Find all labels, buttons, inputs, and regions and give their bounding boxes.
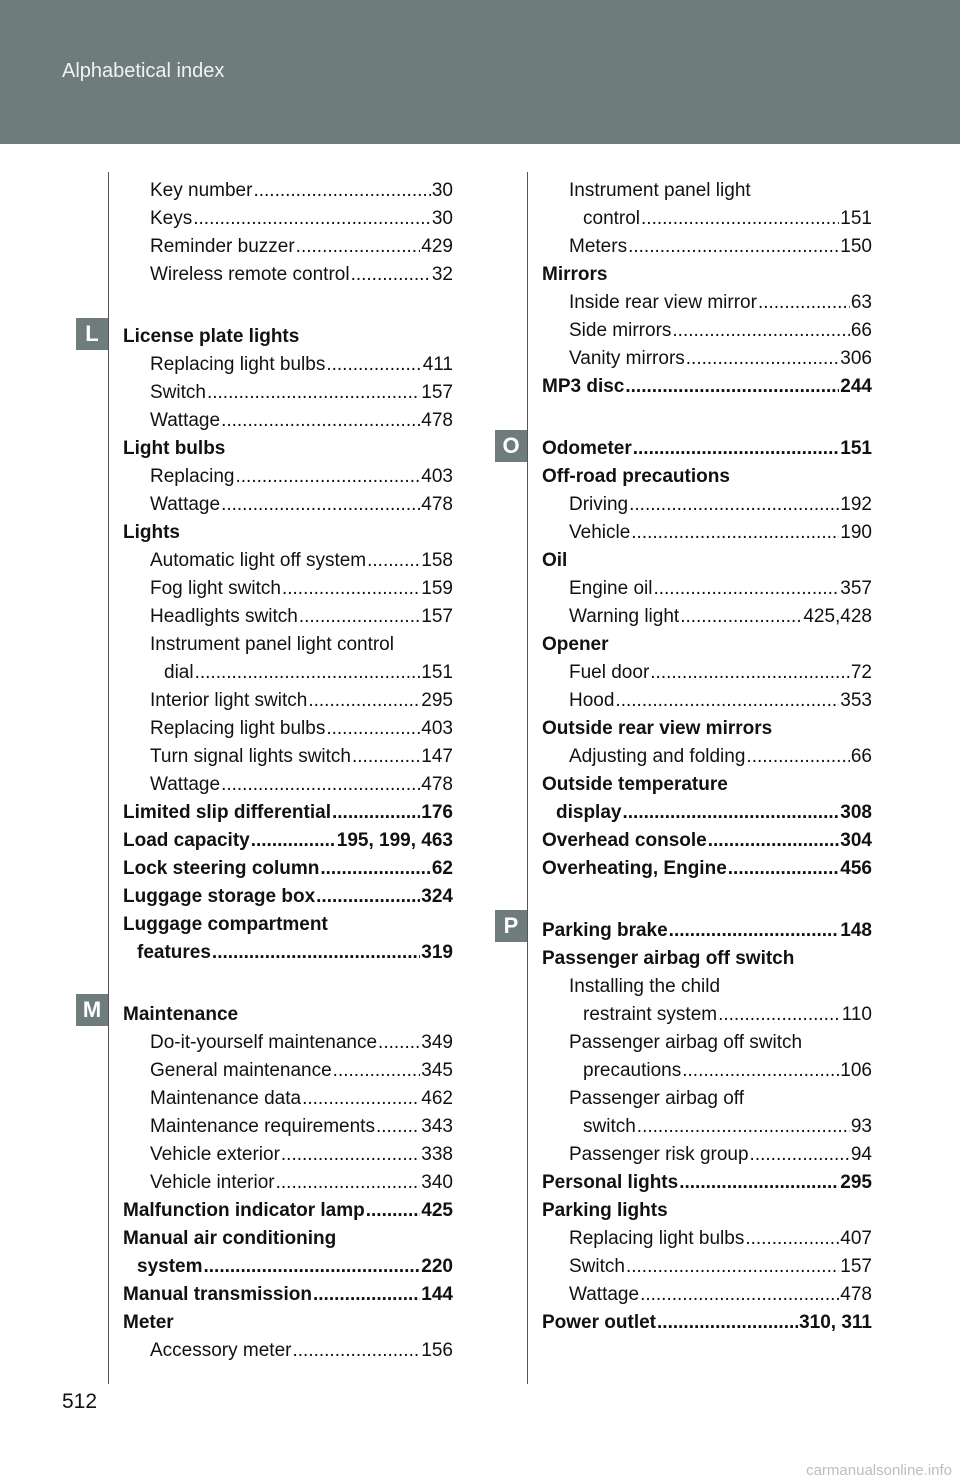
dot-leader bbox=[718, 1001, 841, 1029]
dot-leader bbox=[302, 1085, 420, 1113]
dot-leader bbox=[332, 799, 420, 827]
index-entry bbox=[542, 603, 872, 631]
index-entry-page: 62 bbox=[431, 855, 453, 883]
index-entry-page: 158 bbox=[420, 547, 453, 575]
index-entry-page: 478 bbox=[839, 1281, 872, 1309]
index-entry-label: Oil bbox=[542, 547, 568, 575]
dot-leader bbox=[195, 659, 421, 687]
index-entry-label: MP3 disc bbox=[542, 373, 625, 401]
index-entry-page: 478 bbox=[420, 407, 453, 435]
index-entry-page: 151 bbox=[839, 205, 872, 233]
dot-leader bbox=[650, 659, 850, 687]
index-entry-page: 462 bbox=[420, 1085, 453, 1113]
index-entry bbox=[542, 463, 872, 491]
index-entry bbox=[123, 1225, 453, 1253]
dot-leader bbox=[708, 827, 840, 855]
watermark: carmanualsonline.info bbox=[806, 1462, 952, 1479]
index-entry bbox=[123, 1253, 453, 1281]
index-entry-page: 156 bbox=[420, 1337, 453, 1365]
dot-leader bbox=[640, 1281, 839, 1309]
index-entry-page: 308 bbox=[839, 799, 872, 827]
index-entry-page: 306 bbox=[839, 345, 872, 373]
index-entry-label: Engine oil bbox=[569, 575, 653, 603]
index-entry-label: precautions bbox=[583, 1057, 682, 1085]
index-entry-label: Wattage bbox=[150, 491, 221, 519]
dot-leader bbox=[212, 939, 420, 967]
index-entry-page: 478 bbox=[420, 771, 453, 799]
index-entry bbox=[123, 323, 453, 351]
section-gap bbox=[123, 289, 453, 323]
index-entry-label: Overheating, Engine bbox=[542, 855, 728, 883]
index-entry-page: 144 bbox=[420, 1281, 453, 1309]
index-entry bbox=[542, 945, 872, 973]
index-entry bbox=[123, 911, 453, 939]
dot-leader bbox=[207, 379, 420, 407]
index-entry bbox=[542, 631, 872, 659]
index-entry-page: 32 bbox=[431, 261, 453, 289]
index-entry bbox=[542, 1113, 872, 1141]
dot-leader bbox=[669, 917, 840, 945]
index-entry bbox=[542, 1253, 872, 1281]
index-entry-label: Lock steering column bbox=[123, 855, 320, 883]
index-entry bbox=[542, 1197, 872, 1225]
index-entry-page: 340 bbox=[420, 1169, 453, 1197]
index-entry-page: 66 bbox=[850, 743, 872, 771]
index-entry-label: Vehicle bbox=[569, 519, 631, 547]
index-entry-label: Driving bbox=[569, 491, 629, 519]
index-entry bbox=[123, 631, 453, 659]
page-number: 512 bbox=[62, 1390, 98, 1413]
index-entry bbox=[542, 799, 872, 827]
dot-leader bbox=[622, 799, 839, 827]
index-entry-page: 295 bbox=[420, 687, 453, 715]
index-entry bbox=[123, 799, 453, 827]
index-entry bbox=[123, 855, 453, 883]
index-entry-label: General maintenance bbox=[150, 1057, 333, 1085]
dot-leader bbox=[326, 351, 421, 379]
index-entry bbox=[542, 743, 872, 771]
dot-leader bbox=[626, 1253, 839, 1281]
index-entry bbox=[542, 1309, 872, 1337]
index-entry bbox=[542, 715, 872, 743]
dot-leader bbox=[682, 1057, 839, 1085]
index-entry-page: 353 bbox=[839, 687, 872, 715]
index-entry-label: Fog light switch bbox=[150, 575, 282, 603]
index-entry-label: Replacing bbox=[150, 463, 236, 491]
index-entry-label: Vehicle interior bbox=[150, 1169, 276, 1197]
index-entry-page: 407 bbox=[839, 1225, 872, 1253]
index-entry bbox=[123, 463, 453, 491]
index-entry bbox=[123, 715, 453, 743]
index-entry bbox=[123, 261, 453, 289]
index-entry bbox=[123, 939, 453, 967]
index-entry-label: License plate lights bbox=[123, 323, 300, 351]
index-entry-label: Passenger airbag off bbox=[569, 1085, 745, 1113]
index-entry bbox=[123, 547, 453, 575]
dot-leader bbox=[746, 743, 849, 771]
dot-leader bbox=[221, 491, 420, 519]
index-entry bbox=[123, 1337, 453, 1365]
index-entry-page: 425 bbox=[420, 1197, 453, 1225]
index-entry bbox=[542, 1169, 872, 1197]
index-entry-label: Replacing light bulbs bbox=[569, 1225, 745, 1253]
dot-leader bbox=[351, 261, 431, 289]
index-entry-page: 295 bbox=[839, 1169, 872, 1197]
index-entry bbox=[123, 519, 453, 547]
index-entry-label: Instrument panel light control bbox=[150, 631, 395, 659]
index-entry-page: 30 bbox=[431, 205, 453, 233]
dot-leader bbox=[653, 575, 839, 603]
index-entry-label: Luggage storage box bbox=[123, 883, 316, 911]
index-entry-label: Keys bbox=[150, 205, 193, 233]
index-entry-page: 319 bbox=[420, 939, 453, 967]
index-entry-page: 93 bbox=[850, 1113, 872, 1141]
index-entry-page: 220 bbox=[420, 1253, 453, 1281]
dot-leader bbox=[221, 771, 420, 799]
dot-leader bbox=[680, 603, 802, 631]
index-entry-label: Wattage bbox=[150, 771, 221, 799]
index-entry-label: Outside rear view mirrors bbox=[542, 715, 773, 743]
index-entry-page: 147 bbox=[420, 743, 453, 771]
index-entry-label: display bbox=[556, 799, 622, 827]
index-entry bbox=[542, 205, 872, 233]
index-entry-label: Wireless remote control bbox=[150, 261, 351, 289]
index-entry bbox=[542, 687, 872, 715]
index-entry-label: Light bulbs bbox=[123, 435, 226, 463]
dot-leader bbox=[296, 233, 421, 261]
index-entry-label: Inside rear view mirror bbox=[569, 289, 758, 317]
index-entry-label: Overhead console bbox=[542, 827, 708, 855]
dot-leader bbox=[326, 715, 420, 743]
section-gap bbox=[542, 401, 872, 435]
index-entry-page: 72 bbox=[850, 659, 872, 687]
dot-leader bbox=[281, 1141, 420, 1169]
index-column-right bbox=[542, 177, 872, 1337]
index-entry-label: Off-road precautions bbox=[542, 463, 731, 491]
index-entry-label: Switch bbox=[150, 379, 207, 407]
index-column-left bbox=[123, 177, 453, 1365]
index-entry bbox=[123, 407, 453, 435]
dot-leader bbox=[204, 1253, 421, 1281]
index-entry-label: Passenger risk group bbox=[569, 1141, 750, 1169]
index-entry-label: Interior light switch bbox=[150, 687, 308, 715]
index-entry bbox=[542, 373, 872, 401]
index-entry-label: Hood bbox=[569, 687, 615, 715]
index-entry bbox=[542, 435, 872, 463]
dot-leader bbox=[376, 1113, 420, 1141]
index-entry-page: 94 bbox=[850, 1141, 872, 1169]
index-entry bbox=[123, 1169, 453, 1197]
dot-leader bbox=[316, 883, 420, 911]
dot-leader bbox=[236, 463, 421, 491]
index-entry bbox=[123, 743, 453, 771]
index-entry-label: Parking lights bbox=[542, 1197, 669, 1225]
index-entry bbox=[123, 205, 453, 233]
index-entry bbox=[542, 317, 872, 345]
section-gap bbox=[123, 967, 453, 1001]
index-entry bbox=[123, 233, 453, 261]
index-entry-page: 66 bbox=[850, 317, 872, 345]
dot-leader bbox=[657, 1309, 798, 1337]
dot-leader bbox=[333, 1057, 421, 1085]
index-entry bbox=[542, 771, 872, 799]
index-entry-label: switch bbox=[583, 1113, 637, 1141]
index-entry-label: control bbox=[583, 205, 641, 233]
index-entry-page: 148 bbox=[839, 917, 872, 945]
index-entry-label: Limited slip differential bbox=[123, 799, 332, 827]
dot-leader bbox=[672, 317, 849, 345]
dot-leader bbox=[313, 1281, 420, 1309]
index-entry-label: Load capacity bbox=[123, 827, 251, 855]
index-entry bbox=[542, 261, 872, 289]
index-entry bbox=[542, 177, 872, 205]
index-entry-label: Outside temperature bbox=[542, 771, 729, 799]
index-entry-page: 106 bbox=[839, 1057, 872, 1085]
index-entry bbox=[123, 1309, 453, 1337]
index-entry bbox=[542, 1281, 872, 1309]
index-entry bbox=[123, 603, 453, 631]
index-entry bbox=[542, 855, 872, 883]
index-entry bbox=[123, 1113, 453, 1141]
index-entry-label: Power outlet bbox=[542, 1309, 657, 1337]
index-entry-label: Opener bbox=[542, 631, 610, 659]
index-entry-page: 192 bbox=[839, 491, 872, 519]
index-entry bbox=[542, 1057, 872, 1085]
index-entry-label: Wattage bbox=[150, 407, 221, 435]
index-entry-label: Meter bbox=[123, 1309, 175, 1337]
dot-leader bbox=[745, 1225, 839, 1253]
dot-leader bbox=[299, 603, 420, 631]
index-entry-page: 110 bbox=[841, 1001, 872, 1029]
index-entry bbox=[123, 1057, 453, 1085]
index-entry-label: Replacing light bulbs bbox=[150, 715, 326, 743]
index-entry-page: 403 bbox=[420, 463, 453, 491]
index-entry bbox=[542, 1141, 872, 1169]
dot-leader bbox=[758, 289, 850, 317]
dot-leader bbox=[615, 687, 839, 715]
index-entry-page: 151 bbox=[420, 659, 453, 687]
index-entry bbox=[123, 435, 453, 463]
index-entry bbox=[542, 917, 872, 945]
index-entry bbox=[123, 1281, 453, 1309]
page-header bbox=[0, 0, 960, 144]
index-entry bbox=[123, 687, 453, 715]
index-entry-label: Headlights switch bbox=[150, 603, 299, 631]
index-entry-page: 195, 199, 463 bbox=[336, 827, 453, 855]
index-entry bbox=[542, 491, 872, 519]
header-title: Alphabetical index bbox=[62, 60, 225, 82]
index-entry-label: Key number bbox=[150, 177, 253, 205]
index-entry-label: Switch bbox=[569, 1253, 626, 1281]
index-entry-page: 157 bbox=[839, 1253, 872, 1281]
index-entry bbox=[542, 345, 872, 373]
dot-leader bbox=[352, 743, 420, 771]
dot-leader bbox=[679, 1169, 839, 1197]
index-entry bbox=[542, 1029, 872, 1057]
index-entry-label: features bbox=[137, 939, 212, 967]
index-entry-page: 190 bbox=[839, 519, 872, 547]
index-entry-label: Do-it-yourself maintenance bbox=[150, 1029, 378, 1057]
dot-leader bbox=[276, 1169, 421, 1197]
index-entry-page: 157 bbox=[420, 603, 453, 631]
dot-leader bbox=[625, 373, 839, 401]
index-entry-label: Odometer bbox=[542, 435, 633, 463]
index-entry-page: 159 bbox=[420, 575, 453, 603]
index-entry-page: 324 bbox=[420, 883, 453, 911]
index-entry bbox=[123, 827, 453, 855]
dot-leader bbox=[628, 233, 839, 261]
index-entry bbox=[123, 379, 453, 407]
index-entry-label: Lights bbox=[123, 519, 181, 547]
index-entry-page: 345 bbox=[420, 1057, 453, 1085]
index-entry bbox=[123, 771, 453, 799]
index-entry bbox=[123, 351, 453, 379]
dot-leader bbox=[629, 491, 839, 519]
index-entry bbox=[542, 519, 872, 547]
dot-leader bbox=[637, 1113, 850, 1141]
index-entry bbox=[542, 547, 872, 575]
dot-leader bbox=[728, 855, 840, 883]
dot-leader bbox=[633, 435, 840, 463]
section-gap bbox=[542, 883, 872, 917]
index-entry-page: 343 bbox=[420, 1113, 453, 1141]
index-entry-label: Adjusting and folding bbox=[569, 743, 746, 771]
index-entry-label: Turn signal lights switch bbox=[150, 743, 352, 771]
index-entry-label: restraint system bbox=[583, 1001, 718, 1029]
index-entry-label: Manual air conditioning bbox=[123, 1225, 337, 1253]
index-entry-page: 338 bbox=[420, 1141, 453, 1169]
column-rule-left bbox=[108, 172, 109, 1384]
index-entry bbox=[542, 973, 872, 1001]
index-entry-page: 63 bbox=[850, 289, 872, 317]
dot-leader bbox=[641, 205, 839, 233]
index-entry-label: Malfunction indicator lamp bbox=[123, 1197, 366, 1225]
index-entry bbox=[542, 1225, 872, 1253]
index-entry-page: 176 bbox=[420, 799, 453, 827]
index-entry-label: Maintenance bbox=[123, 1001, 239, 1029]
index-entry bbox=[123, 177, 453, 205]
index-entry-label: Instrument panel light bbox=[569, 177, 752, 205]
index-entry bbox=[123, 659, 453, 687]
index-entry-label: Maintenance data bbox=[150, 1085, 302, 1113]
index-entry-label: Vanity mirrors bbox=[569, 345, 686, 373]
section-tab-o: O bbox=[495, 430, 527, 462]
index-entry bbox=[123, 883, 453, 911]
index-entry-label: Wattage bbox=[569, 1281, 640, 1309]
index-entry-label: Maintenance requirements bbox=[150, 1113, 376, 1141]
index-entry-page: 478 bbox=[420, 491, 453, 519]
column-rule-right bbox=[527, 172, 528, 1384]
index-entry bbox=[123, 1085, 453, 1113]
index-entry bbox=[542, 575, 872, 603]
index-entry-page: 429 bbox=[420, 233, 453, 261]
section-tab-m: M bbox=[76, 994, 108, 1026]
index-entry-page: 151 bbox=[839, 435, 872, 463]
index-entry-label: Personal lights bbox=[542, 1169, 679, 1197]
dot-leader bbox=[308, 687, 420, 715]
dot-leader bbox=[251, 827, 336, 855]
index-entry-page: 150 bbox=[839, 233, 872, 261]
index-entry-page: 357 bbox=[839, 575, 872, 603]
dot-leader bbox=[193, 205, 431, 233]
index-entry-page: 349 bbox=[420, 1029, 453, 1057]
dot-leader bbox=[631, 519, 839, 547]
section-tab-l: L bbox=[76, 318, 108, 350]
dot-leader bbox=[686, 345, 840, 373]
index-entry-label: Automatic light off system bbox=[150, 547, 367, 575]
index-entry bbox=[542, 659, 872, 687]
index-entry-page: 456 bbox=[839, 855, 872, 883]
index-entry-page: 244 bbox=[839, 373, 872, 401]
index-entry-label: Passenger airbag off switch bbox=[542, 945, 795, 973]
dot-leader bbox=[378, 1029, 420, 1057]
index-entry bbox=[542, 1085, 872, 1113]
dot-leader bbox=[367, 547, 420, 575]
index-entry bbox=[123, 491, 453, 519]
index-entry-label: Accessory meter bbox=[150, 1337, 292, 1365]
dot-leader bbox=[750, 1141, 850, 1169]
index-entry-label: system bbox=[137, 1253, 204, 1281]
index-entry bbox=[542, 827, 872, 855]
index-entry-page: 403 bbox=[420, 715, 453, 743]
index-entry-label: Passenger airbag off switch bbox=[569, 1029, 803, 1057]
index-entry-page: 157 bbox=[420, 379, 453, 407]
index-entry-label: Vehicle exterior bbox=[150, 1141, 281, 1169]
section-tab-p: P bbox=[495, 910, 527, 942]
index-entry-label: Warning light bbox=[569, 603, 680, 631]
index-entry-page: 310, 311 bbox=[798, 1309, 872, 1337]
index-entry-label: Replacing light bulbs bbox=[150, 351, 326, 379]
index-entry bbox=[123, 1029, 453, 1057]
index-entry-label: Luggage compartment bbox=[123, 911, 329, 939]
index-entry bbox=[542, 289, 872, 317]
index-entry-label: Fuel door bbox=[569, 659, 650, 687]
index-entry-label: dial bbox=[164, 659, 195, 687]
index-entry-page: 411 bbox=[422, 351, 453, 379]
dot-leader bbox=[253, 177, 430, 205]
index-entry bbox=[542, 1001, 872, 1029]
index-entry bbox=[123, 1141, 453, 1169]
index-entry bbox=[123, 1197, 453, 1225]
index-entry bbox=[123, 1001, 453, 1029]
index-entry-label: Mirrors bbox=[542, 261, 608, 289]
index-entry-page: 304 bbox=[839, 827, 872, 855]
index-entry-label: Parking brake bbox=[542, 917, 669, 945]
index-entry-label: Manual transmission bbox=[123, 1281, 313, 1309]
index-entry bbox=[542, 233, 872, 261]
dot-leader bbox=[320, 855, 430, 883]
index-entry-label: Reminder buzzer bbox=[150, 233, 296, 261]
index-entry-label: Side mirrors bbox=[569, 317, 672, 345]
index-entry-page: 425,428 bbox=[802, 603, 872, 631]
dot-leader bbox=[292, 1337, 420, 1365]
index-entry-label: Meters bbox=[569, 233, 628, 261]
index-entry bbox=[123, 575, 453, 603]
index-entry-label: Installing the child bbox=[569, 973, 721, 1001]
dot-leader bbox=[282, 575, 420, 603]
dot-leader bbox=[366, 1197, 421, 1225]
dot-leader bbox=[221, 407, 420, 435]
index-entry-page: 30 bbox=[431, 177, 453, 205]
